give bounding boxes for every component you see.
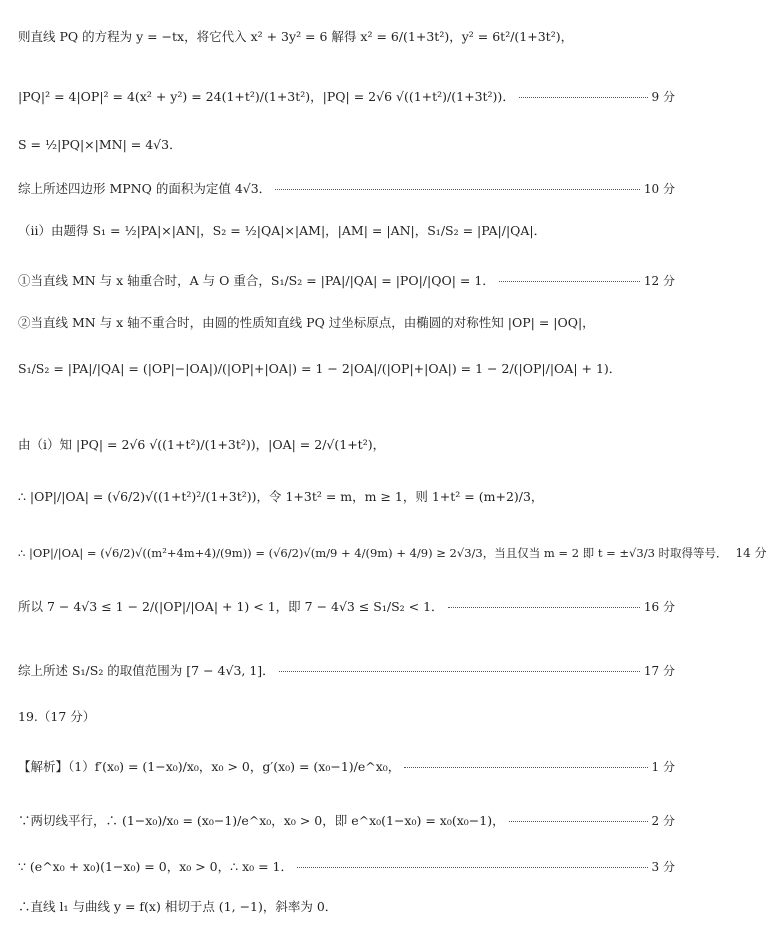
text-line-4 (18, 180, 675, 198)
question-number (18, 708, 675, 726)
leader-dots (519, 97, 648, 98)
score-label: 16 分 (643, 600, 675, 614)
score-label: 9 分 (651, 90, 675, 104)
score-label: 10 分 (643, 182, 675, 196)
text-line-7 (18, 314, 675, 332)
line-4-text: 综上所述四边形 MPNQ 的面积为定值 4√3． (18, 181, 272, 196)
text-line-6 (18, 272, 675, 290)
question-heading: 19.（17 分） (18, 709, 96, 724)
line-12-text: 所以 7 − 4√3 ≤ 1 − 2/(|OP|/|OA| + 1) < 1，即 7 − 4√3 ≤ S₁/S₂ < 1． (18, 599, 444, 614)
leader-dots (509, 821, 648, 822)
text-line-16 (18, 812, 675, 830)
text-line-1 (18, 28, 675, 46)
leader-dots (279, 671, 640, 672)
text-line-3 (18, 136, 675, 154)
text-line-12 (18, 598, 675, 616)
line-1-text: 则直线 PQ 的方程为 y = −tx，将它代入 x² + 3y² = 6 解得 x² = 6/(1+3t²)，y² = 6t²/(1+3t²)， (18, 29, 574, 44)
line-17-text: ∵ (e^x₀ + x₀)(1−x₀) = 0，x₀ > 0，∴ x₀ = 1． (18, 859, 294, 874)
text-line-5 (18, 222, 675, 240)
line-7-text: ②当直线 MN 与 x 轴不重合时，由圆的性质知直线 PQ 过坐标原点，由椭圆的对称性知 |OP| = |OQ|， (18, 315, 595, 330)
score-label: 14 分 (735, 546, 767, 560)
line-11-text: ∴ |OP|/|OA| = (√6/2)√((m²+4m+4)/(9m)) = (√6/2)√(m/9 + 4/(9m) + 4/9) ≥ 2√3/3，当且仅当 m = 2 即 t = ±√3/3 时取得等号． (18, 546, 728, 560)
text-line-11 (18, 544, 767, 562)
line-18-text: ∴直线 l₁ 与曲线 y = f(x) 相切于点 (1, −1)，斜率为 0． (18, 899, 338, 914)
text-line-2 (18, 88, 675, 106)
leader-dots (404, 767, 647, 768)
text-line-13 (18, 662, 675, 680)
line-8-text: S₁/S₂ = |PA|/|QA| = (|OP|−|OA|)/(|OP|+|OA|) = 1 − 2|OA|/(|OP|+|OA|) = 1 − 2/(|OP|/|OA| + 1)． (18, 361, 622, 376)
line-6-text: ①当直线 MN 与 x 轴重合时，A 与 O 重合，S₁/S₂ = |PA|/|QA| = |PO|/|QO| = 1． (18, 273, 495, 288)
text-line-17 (18, 858, 675, 876)
line-10-text: ∴ |OP|/|OA| = (√6/2)√((1+t²)²/(1+3t²))，令 1+3t² = m，m ≥ 1，则 1+t² = (m+2)/3， (18, 489, 544, 504)
leader-dots (448, 607, 640, 608)
line-15-text: 【解析】（1）f′(x₀) = (1−x₀)/x₀，x₀ > 0，g′(x₀) = (x₀−1)/e^x₀， (18, 759, 401, 774)
score-label: 3 分 (651, 860, 675, 874)
text-line-18 (18, 898, 675, 916)
score-label: 2 分 (651, 814, 675, 828)
line-3-text: S = ½|PQ|×|MN| = 4√3． (18, 137, 182, 152)
leader-dots (499, 281, 640, 282)
text-line-8 (18, 360, 675, 378)
leader-dots (297, 867, 648, 868)
text-line-9 (18, 436, 675, 454)
text-line-10 (18, 488, 675, 506)
line-13-text: 综上所述 S₁/S₂ 的取值范围为 [7 − 4√3, 1]． (18, 663, 275, 678)
text-line-15 (18, 758, 675, 776)
line-9-text: 由（i）知 |PQ| = 2√6 √((1+t²)/(1+3t²))，|OA| = 2/√(1+t²)， (18, 437, 386, 452)
score-label: 12 分 (643, 274, 675, 288)
score-label: 1 分 (651, 760, 675, 774)
leader-dots (275, 189, 640, 190)
line-2-text: |PQ|² = 4|OP|² = 4(x² + y²) = 24(1+t²)/(1+3t²)，|PQ| = 2√6 √((1+t²)/(1+3t²))． (18, 89, 515, 104)
score-label: 17 分 (643, 664, 675, 678)
line-16-text: ∵两切线平行，∴ (1−x₀)/x₀ = (x₀−1)/e^x₀，x₀ > 0，即 e^x₀(1−x₀) = x₀(x₀−1)， (18, 813, 505, 828)
line-5-text: （ii）由题得 S₁ = ½|PA|×|AN|，S₂ = ½|QA|×|AM|，|AM| = |AN|，S₁/S₂ = |PA|/|QA|． (18, 223, 547, 238)
